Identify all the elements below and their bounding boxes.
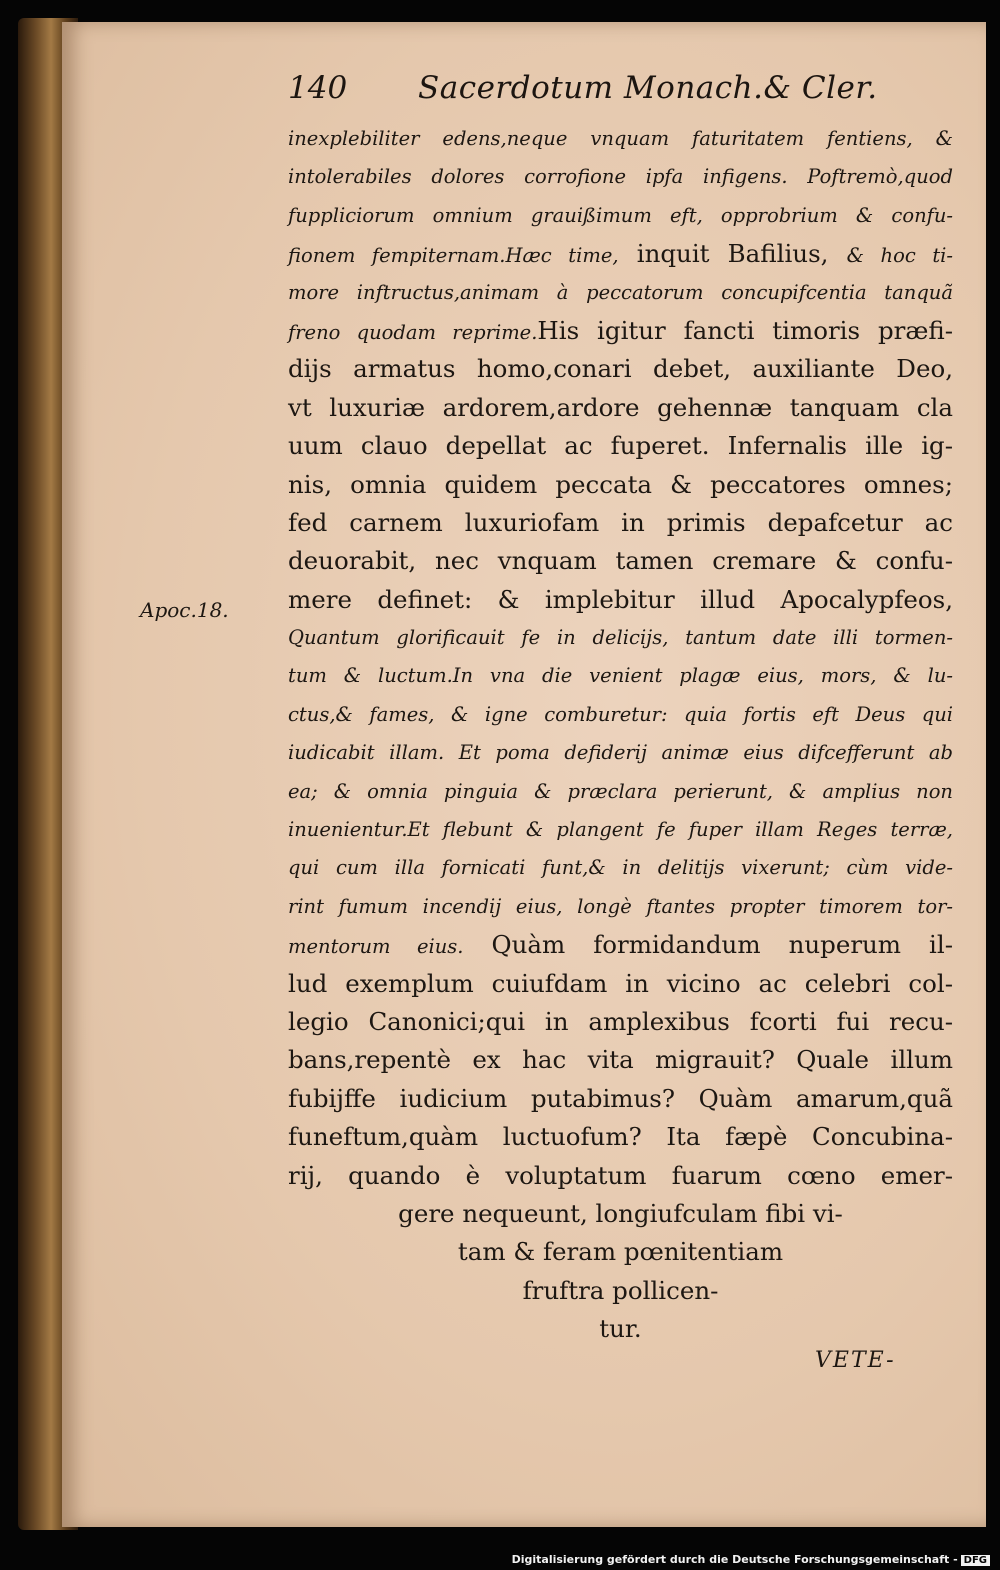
- italic-text-segment: fuppliciorum omnium grauißimum eft, opprobrium & confu-: [288, 203, 953, 227]
- italic-text-segment: more inftructus,animam à peccatorum concupifcentia tanquã: [288, 280, 953, 304]
- roman-text-segment: tam & feram pœnitentiam: [457, 1237, 784, 1267]
- text-line: [288, 657, 953, 695]
- dfg-logo: DFG: [961, 1555, 990, 1566]
- italic-text-segment: inexplebiliter edens,neque vnquam faturitatem fentiens, &: [288, 127, 953, 150]
- text-line: [288, 312, 953, 350]
- text-line: [288, 158, 953, 196]
- roman-text-segment: uum clauo depellat ac fuperet. Infernalis ille ig-: [288, 431, 953, 461]
- italic-text-segment: fionem fempiternam.Hæc time,: [288, 244, 619, 268]
- text-line: [288, 1233, 953, 1271]
- italic-text-segment: ctus,& fames, & igne comburetur: quia fortis eft Deus qui: [288, 702, 953, 726]
- text-line: [288, 350, 953, 388]
- body-text: [288, 120, 953, 1349]
- italic-text-segment: mentorum eius.: [288, 935, 464, 959]
- italic-text-segment: freno quodam reprime.: [288, 320, 538, 344]
- text-line: [288, 811, 953, 849]
- italic-text-segment: & hoc ti-: [846, 244, 953, 268]
- text-line: [288, 619, 953, 657]
- italic-text-segment: iudicabit illam. Et poma defiderij animæ eius difcefferunt ab: [288, 741, 953, 765]
- roman-text-segment: bans,repentè ex hac vita migrauit? Quale illum: [288, 1045, 953, 1075]
- text-line: [288, 542, 953, 580]
- text-line: [288, 197, 953, 235]
- text-line: [288, 888, 953, 926]
- text-line: [288, 1080, 953, 1118]
- text-line: [288, 773, 953, 811]
- text-line: [288, 235, 953, 273]
- text-line: [288, 1272, 953, 1310]
- text-line: [288, 466, 953, 504]
- text-line: [288, 389, 953, 427]
- italic-text-segment: intolerabiles dolores corrofione ipfa infigens. Poftremò,quod: [288, 165, 953, 189]
- roman-text-segment: dijs armatus homo,conari debet, auxiliante Deo,: [288, 354, 953, 384]
- roman-text-segment: fed carnem luxuriofam in primis depafcetur ac: [288, 507, 953, 537]
- text-line: [288, 1157, 953, 1195]
- text-line: [288, 849, 953, 887]
- footer-text: Digitalisierung gefördert durch die Deutsche Forschungsgemeinschaft -: [511, 1553, 958, 1566]
- roman-text-segment: nis, omnia quidem peccata & peccatores omnes;: [288, 469, 953, 499]
- text-line: [288, 734, 953, 772]
- text-line: [288, 1003, 953, 1041]
- roman-text-segment: gere nequeunt, longiufculam fibi vi-: [398, 1198, 843, 1228]
- roman-text-segment: fruftra pollicen-: [522, 1275, 719, 1305]
- italic-text-segment: Quantum glorificauit fe in delicijs, tantum date illi tormen-: [288, 626, 953, 650]
- roman-text-segment: mere definet: & implebitur illud Apocalypfeos,: [288, 584, 953, 614]
- text-line: [288, 120, 953, 158]
- running-title: Sacerdotum Monach.& Cler.: [418, 70, 878, 106]
- running-header: [288, 70, 908, 110]
- roman-text-segment: legio Canonici;qui in amplexibus fcorti fui recu-: [288, 1006, 953, 1036]
- roman-text-segment: tur.: [599, 1314, 642, 1344]
- roman-text-segment: lud exemplum cuiufdam in vicino ac celebri col-: [288, 968, 953, 998]
- roman-text-segment: vt luxuriæ ardorem,ardore gehennæ tanquam cla: [288, 392, 953, 422]
- text-line: [288, 1310, 953, 1348]
- text-line: [288, 504, 953, 542]
- roman-text-segment: deuorabit, nec vnquam tamen cremare & confu-: [288, 546, 953, 576]
- text-line: [288, 926, 953, 964]
- italic-text-segment: tum & luctum.In vna die venient plagæ eius, mors, & lu-: [288, 664, 953, 688]
- text-line: [288, 1195, 953, 1233]
- text-line: [288, 427, 953, 465]
- footer-credit: [512, 1553, 990, 1566]
- page-number: 140: [288, 70, 348, 106]
- roman-text-segment: Quàm formidandum nuperum il-: [463, 930, 953, 960]
- text-line: [288, 1118, 953, 1156]
- text-line: [288, 965, 953, 1003]
- italic-text-segment: rint fumum incendij eius, longè ftantes propter timorem tor-: [288, 894, 953, 918]
- italic-text-segment: qui cum illa fornicati funt,& in delitijs vixerunt; cùm vide-: [288, 856, 953, 880]
- roman-text-segment: fubijffe iudicium putabimus? Quàm amarum,quã: [288, 1083, 953, 1113]
- roman-text-segment: rij, quando è voluptatum fuarum cœno emer-: [288, 1160, 953, 1190]
- text-line: [288, 1041, 953, 1079]
- text-line: [288, 274, 953, 312]
- text-line: [288, 696, 953, 734]
- italic-text-segment: ea; & omnia pinguia & præclara perierunt, & amplius non: [288, 779, 953, 803]
- roman-text-segment: funeftum,quàm luctuofum? Ita fæpè Concubina-: [288, 1122, 953, 1152]
- roman-text-segment: His igitur fancti timoris præfi-: [537, 315, 953, 345]
- text-line: [288, 581, 953, 619]
- italic-text-segment: inuenientur.Et flebunt & plangent fe fuper illam Reges terræ,: [288, 818, 953, 842]
- catchword: VETE-: [815, 1348, 896, 1373]
- roman-text-segment: inquit Bafilius,: [618, 239, 847, 269]
- marginal-note: Apoc.18.: [140, 598, 229, 622]
